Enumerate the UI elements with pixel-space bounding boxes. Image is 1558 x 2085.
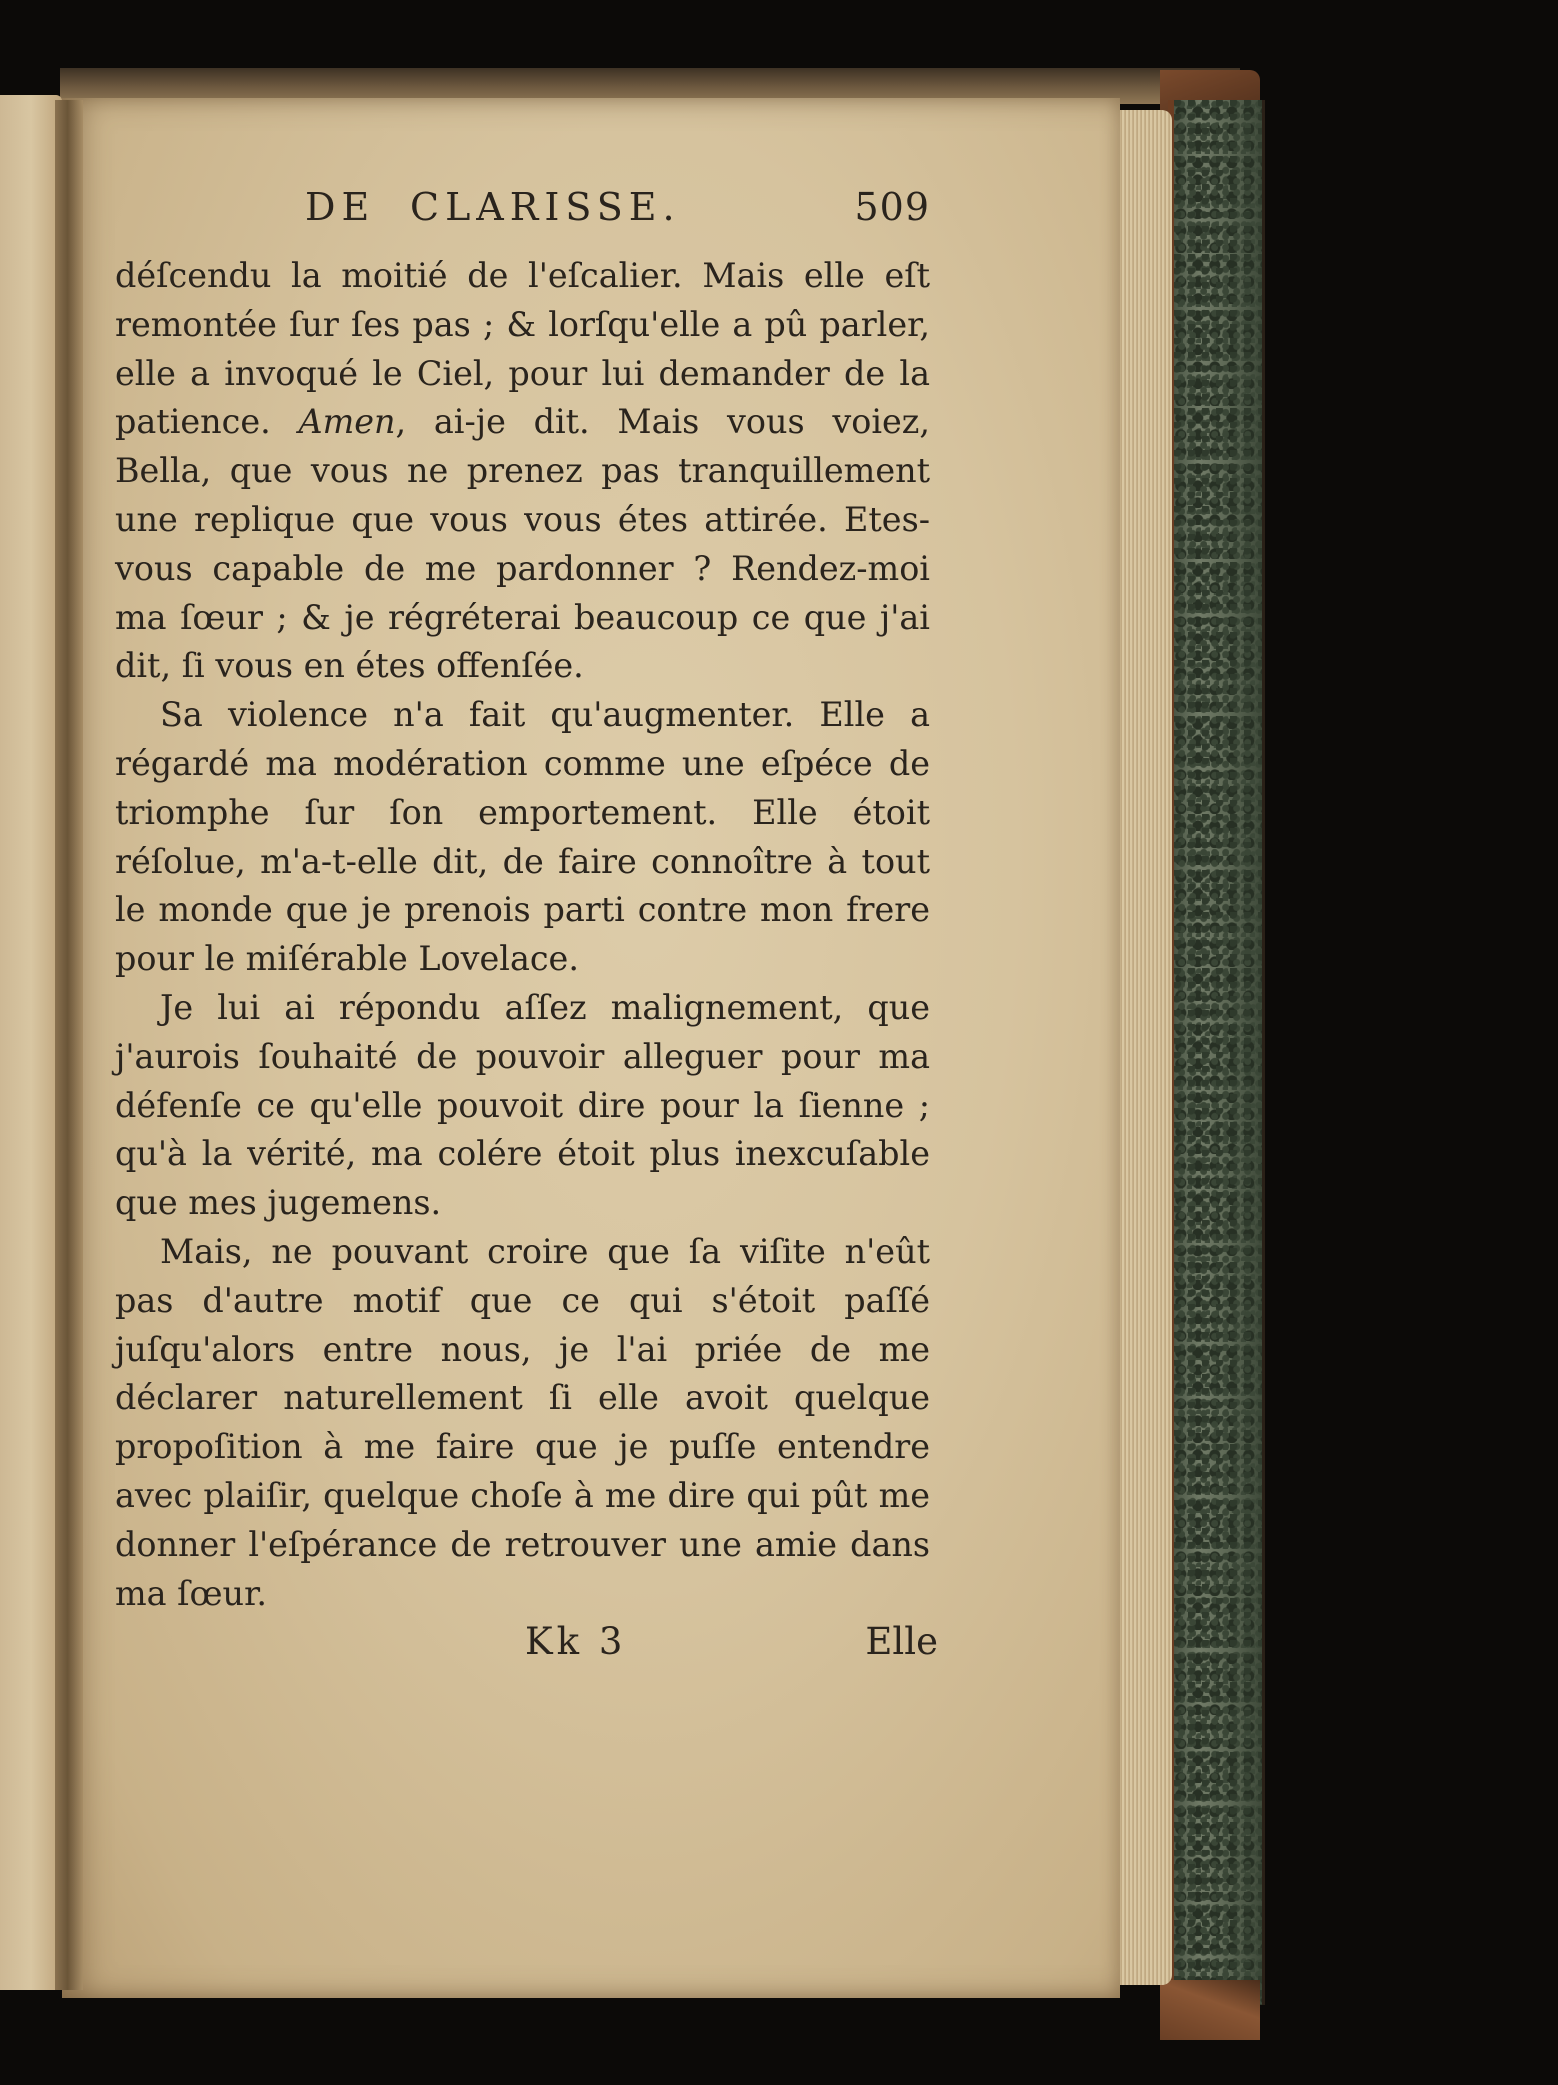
page-number: 509: [854, 185, 930, 229]
signature-mark: Kk 3: [525, 1620, 627, 1664]
body-text: [115, 252, 930, 1618]
paragraph-text: Je lui ai répondu aſſez malignement, que j'aurois ſouhaité de pouvoir alleguer pour ma défenſe ce qu'elle pouvoit dire pour la ſienne ; qu'à la vérité, ma colére étoit plus inexcuſable que mes jugemens.: [115, 987, 930, 1223]
page-text: [115, 185, 938, 1670]
marbled-cover: [1168, 100, 1265, 2005]
paragraph: [115, 252, 930, 691]
running-head: [115, 185, 930, 247]
paragraph-text: déſcendu la moitié de l'eſcalier. Mais elle eſt remontée ſur ſes pas ; & lorſqu'elle a pû parler, elle a invoqué le Ciel, pour lui demander de la patience.: [115, 256, 930, 442]
paragraph: [115, 1228, 930, 1618]
facing-page-edge: [0, 95, 62, 1990]
page-footer: [115, 1620, 938, 1670]
running-head-de: DE: [305, 185, 376, 229]
italic-text: Amen: [298, 402, 396, 442]
cover-corner-bottom: [1160, 1980, 1260, 2040]
catchword: Elle: [865, 1620, 938, 1664]
paragraph: [115, 984, 930, 1228]
running-head-title: CLARISSE.: [410, 185, 681, 229]
paragraph: [115, 691, 930, 984]
page-edges: [1118, 110, 1172, 1985]
paragraph-text: , ai-je dit. Mais vous voiez, Bella, que vous ne prenez pas tranquillement une replique que vous vous étes attirée. Etes-vous capable de me pardonner ? Rendez-moi ma ſœur ; & je régréterai beaucoup ce que j'ai dit, ſi vous en étes offenſée.: [115, 402, 930, 686]
paragraph-text: Sa violence n'a fait qu'augmenter. Elle a régardé ma modération comme une eſpéce de triomphe ſur ſon emportement. Elle étoit réſolue, m'a-t-elle dit, de faire connoître à tout le monde que je prenois parti contre mon frere pour le miſérable Lovelace.: [115, 695, 930, 979]
book-gutter: [55, 100, 83, 1990]
paragraph-text: Mais, ne pouvant croire que ſa viſite n'eût pas d'autre motif que ce qui s'étoit paſſé juſqu'alors entre nous, je l'ai priée de me déclarer naturellement ſi elle avoit quelque propoſition à me faire que je puſſe entendre avec plaiſir, quelque choſe à me dire qui pût me donner l'eſpérance de retrouver une amie dans ma ſœur.: [115, 1231, 930, 1613]
